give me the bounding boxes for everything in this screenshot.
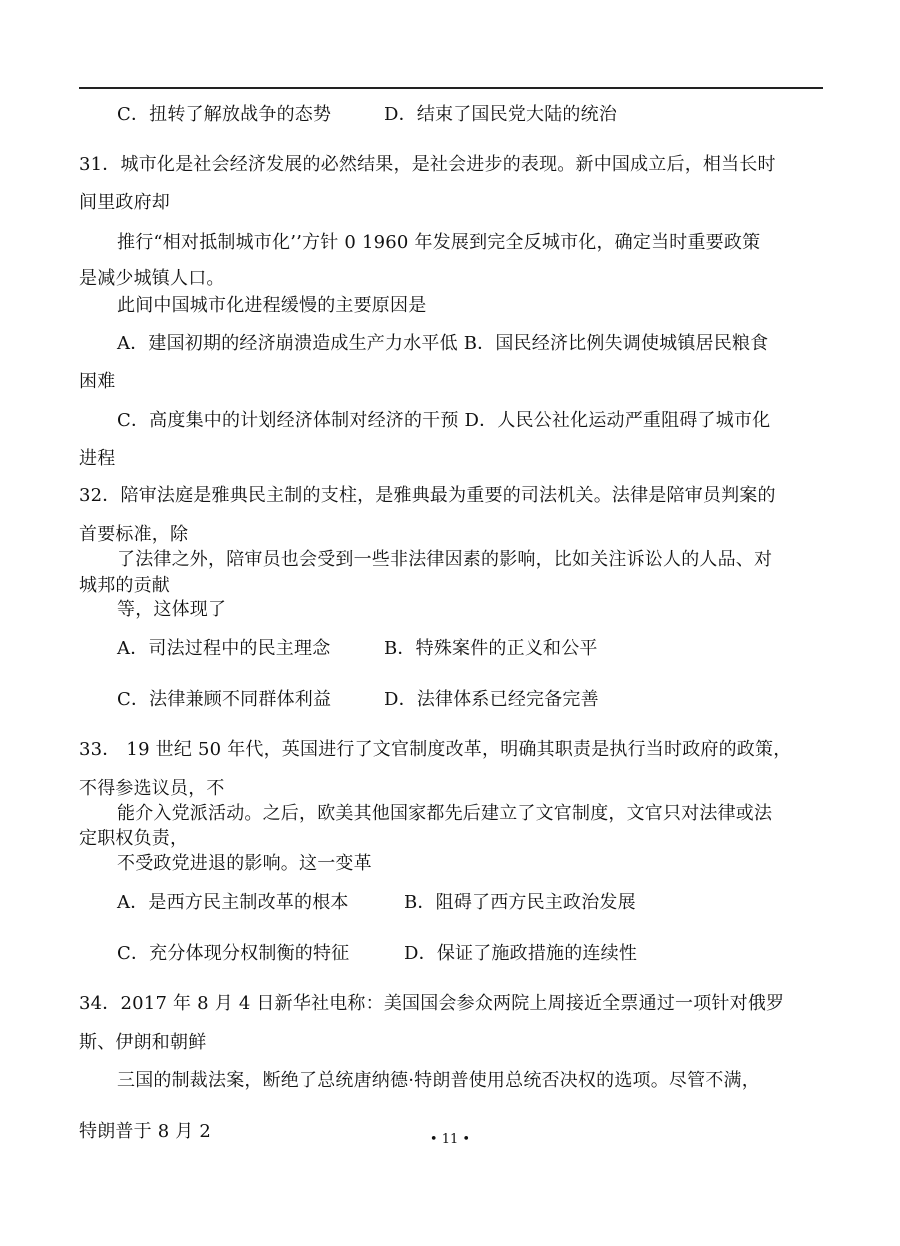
q34-stem-line-2: 斯、伊朗和朝鲜 [79,1032,207,1053]
q32-option-d: D．法律体系已经完备完善 [384,689,599,710]
q32-option-b: B．特殊案件的正义和公平 [384,638,598,659]
q33-option-d: D．保证了施政措施的连续性 [404,943,638,964]
q32-stem-line-5: 等，这体现了 [117,599,227,620]
q31-stem-line-1: 31．城市化是社会经济发展的必然结果，是社会进步的表现。新中国成立后，相当长时 [79,154,776,175]
q33-stem-line-3: 能介入党派活动。之后，欧美其他国家都先后建立了文官制度，文官只对法律或法 [117,803,773,824]
q31-options-ab: A．建国初期的经济崩溃造成生产力水平低 B．国民经济比例失调使城镇居民粮食 [117,333,769,354]
q32-stem-line-4: 城邦的贡献 [79,575,170,596]
q33-option-a: A．是西方民主制改革的根本 [117,892,349,913]
q33-option-c: C．充分体现分权制衡的特征 [117,943,350,964]
q31-options-cd-wrap: 进程 [79,448,116,469]
q31-stem-line-2: 间里政府却 [79,192,170,213]
q33-stem-line-1: 33． 19 世纪 50 年代，英国进行了文官制度改革，明确其职责是执行当时政府的政策， [79,739,792,760]
q31-stem-line-5: 此间中国城市化进程缓慢的主要原因是 [117,295,427,316]
header-rule [79,87,823,89]
q33-stem-line-2: 不得参选议员，不 [79,778,225,799]
q32-option-c: C．法律兼顾不同群体利益 [117,689,332,710]
q34-stem-line-4: 特朗普于 8 月 2 [79,1121,212,1142]
q33-stem-line-4: 定职权负责， [79,828,189,849]
q32-stem-line-1: 32．陪审法庭是雅典民主制的支柱，是雅典最为重要的司法机关。法律是陪审员判案的 [79,485,776,506]
q32-option-a: A．司法过程中的民主理念 [117,638,331,659]
q31-stem-line-3: 推行“相对抵制城市化’’方针 0 1960 年发展到完全反城市化，确定当时重要政策 [117,232,761,253]
q34-stem-line-3: 三国的制裁法案，断绝了总统唐纳德·特朗普使用总统否决权的选项。尽管不满， [117,1070,760,1091]
q33-stem-line-5: 不受政党进退的影响。这一变革 [117,853,372,874]
q31-options-cd: C．高度集中的计划经济体制对经济的干预 D．人民公社化运动严重阻碍了城市化 [117,410,771,431]
q33-option-b: B．阻碍了西方民主政治发展 [404,892,636,913]
q30-option-d: D．结束了国民党大陆的统治 [384,104,618,125]
q32-stem-line-3: 了法律之外，陪审员也会受到一些非法律因素的影响，比如关注诉讼人的人品、对 [117,549,773,570]
q34-stem-line-1: 34．2017 年 8 月 4 日新华社电称：美国国会参众两院上周接近全票通过一项针对俄罗 [79,993,785,1014]
q32-stem-line-2: 首要标准，除 [79,524,189,545]
q31-options-ab-wrap: 困难 [79,371,116,392]
q30-option-c: C．扭转了解放战争的态势 [117,104,332,125]
q31-stem-line-4: 是减少城镇人口。 [79,268,225,289]
page-number: • 11 • [429,1132,471,1147]
